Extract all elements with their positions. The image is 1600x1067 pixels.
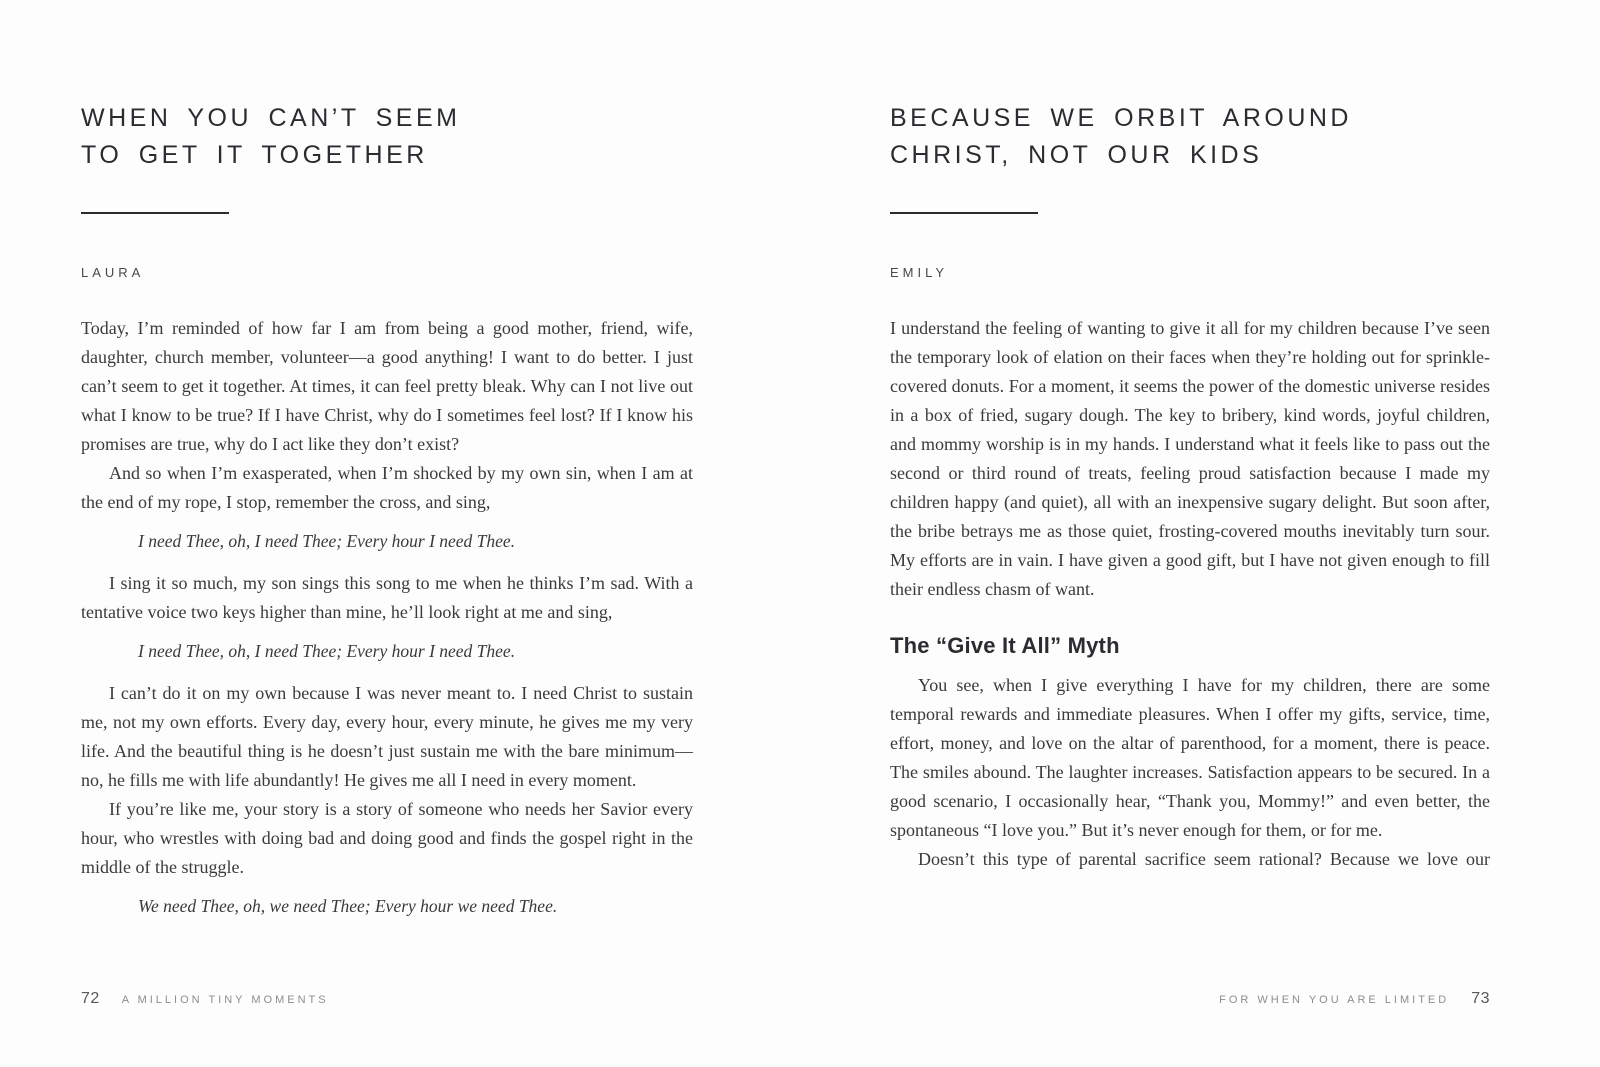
body-paragraph: I sing it so much, my son sings this song to me when he thinks I’m sad. With a tentative voice two keys higher than mine, he’ll look right at me and sing,: [81, 573, 693, 622]
page-number: 73: [1471, 990, 1490, 1007]
body-paragraph: Doesn’t this type of parental sacrifice seem rational? Because we love our: [918, 849, 1490, 869]
body-paragraph: You see, when I give everything I have for my children, there are some temporal rewards and immediate pleasures. When I offer my gifts, service, time, effort, money, and love on the altar of parenthood, for a moment, there is peace. The smiles abound. The laughter increases. Satisfaction appears to be secured. In a good scenario, I occasionally hear, “Thank you, Mommy!” and even better, the spontaneous “I love you.” But it’s never enough for them, or for me.: [890, 675, 1490, 840]
page-footer-left: [81, 990, 693, 1008]
section-heading: The “Give It All” Myth: [890, 633, 1120, 658]
title-divider: [890, 212, 1038, 214]
body-paragraph: And so when I’m exasperated, when I’m shocked by my own sin, when I am at the end of my rope, I stop, remember the cross, and sing,: [81, 463, 693, 512]
right-page: [890, 0, 1490, 1067]
body-paragraph: If you’re like me, your story is a story of someone who needs her Savior every hour, who wrestles with doing bad and doing good and finds the gospel right in the middle of the struggle.: [81, 799, 693, 877]
chapter-title-line2: TO GET IT TOGETHER: [81, 141, 428, 169]
chapter-title-line1: WHEN YOU CAN’T SEEM: [81, 104, 461, 132]
running-footer: A MILLION TINY MOMENTS: [121, 994, 329, 1006]
body-paragraph: Today, I’m reminded of how far I am from being a good mother, friend, wife, daughter, church member, volunteer—a good anything! I want to do better. I just can’t seem to get it together. At times, it can feel pretty bleak. Why can I not live out what I know to be true? If I have Christ, why do I sometimes feel lost? If I know his promises are true, why do I act like they don’t exist?: [81, 318, 693, 454]
body-text-left: [81, 314, 693, 934]
page-footer-right: [890, 990, 1490, 1008]
author-name: LAURA: [81, 265, 145, 280]
body-paragraph: I can’t do it on my own because I was never meant to. I need Christ to sustain me, not my own efforts. Every day, every hour, every minute, he gives me my very life. And the beautiful thing is he doesn’t just sustain me with the bare minimum—no, he fills me with life abundantly! He gives me all I need in every moment.: [81, 683, 693, 790]
hymn-quote: I need Thee, oh, I need Thee; Every hour I need Thee.: [138, 531, 516, 551]
chapter-title-line1: BECAUSE WE ORBIT AROUND: [890, 104, 1352, 132]
running-footer: FOR WHEN YOU ARE LIMITED: [1219, 994, 1450, 1006]
chapter-title-line2: CHRIST, NOT OUR KIDS: [890, 141, 1263, 169]
body-paragraph: I understand the feeling of wanting to give it all for my children because I’ve seen the temporary look of elation on their faces when they’re holding out for sprinkle-covered donuts. For a moment, it seems the power of the domestic universe resides in a box of fried, sugary dough. The key to bribery, kind words, joyful children, and mommy worship is in my hands. I understand what it feels like to pass out the second or third round of treats, feeling proud satisfaction because I made my children happy (and quiet), all with an inexpensive sugary delight. But soon after, the bribe betrays me as those quiet, frosting-covered mouths inevitably turn sour. My efforts are in vain. I have given a good gift, but I have not given enough to fill their endless chasm of want.: [890, 318, 1490, 599]
left-page: [81, 0, 693, 1067]
chapter-title-left: [81, 100, 460, 174]
title-divider: [81, 212, 229, 214]
chapter-title-right: [890, 100, 1352, 174]
hymn-quote: I need Thee, oh, I need Thee; Every hour I need Thee.: [138, 641, 516, 661]
page-number: 72: [81, 990, 100, 1007]
hymn-quote: We need Thee, oh, we need Thee; Every hour we need Thee.: [138, 896, 558, 916]
body-text-right: [890, 314, 1490, 874]
author-name: EMILY: [890, 265, 949, 280]
